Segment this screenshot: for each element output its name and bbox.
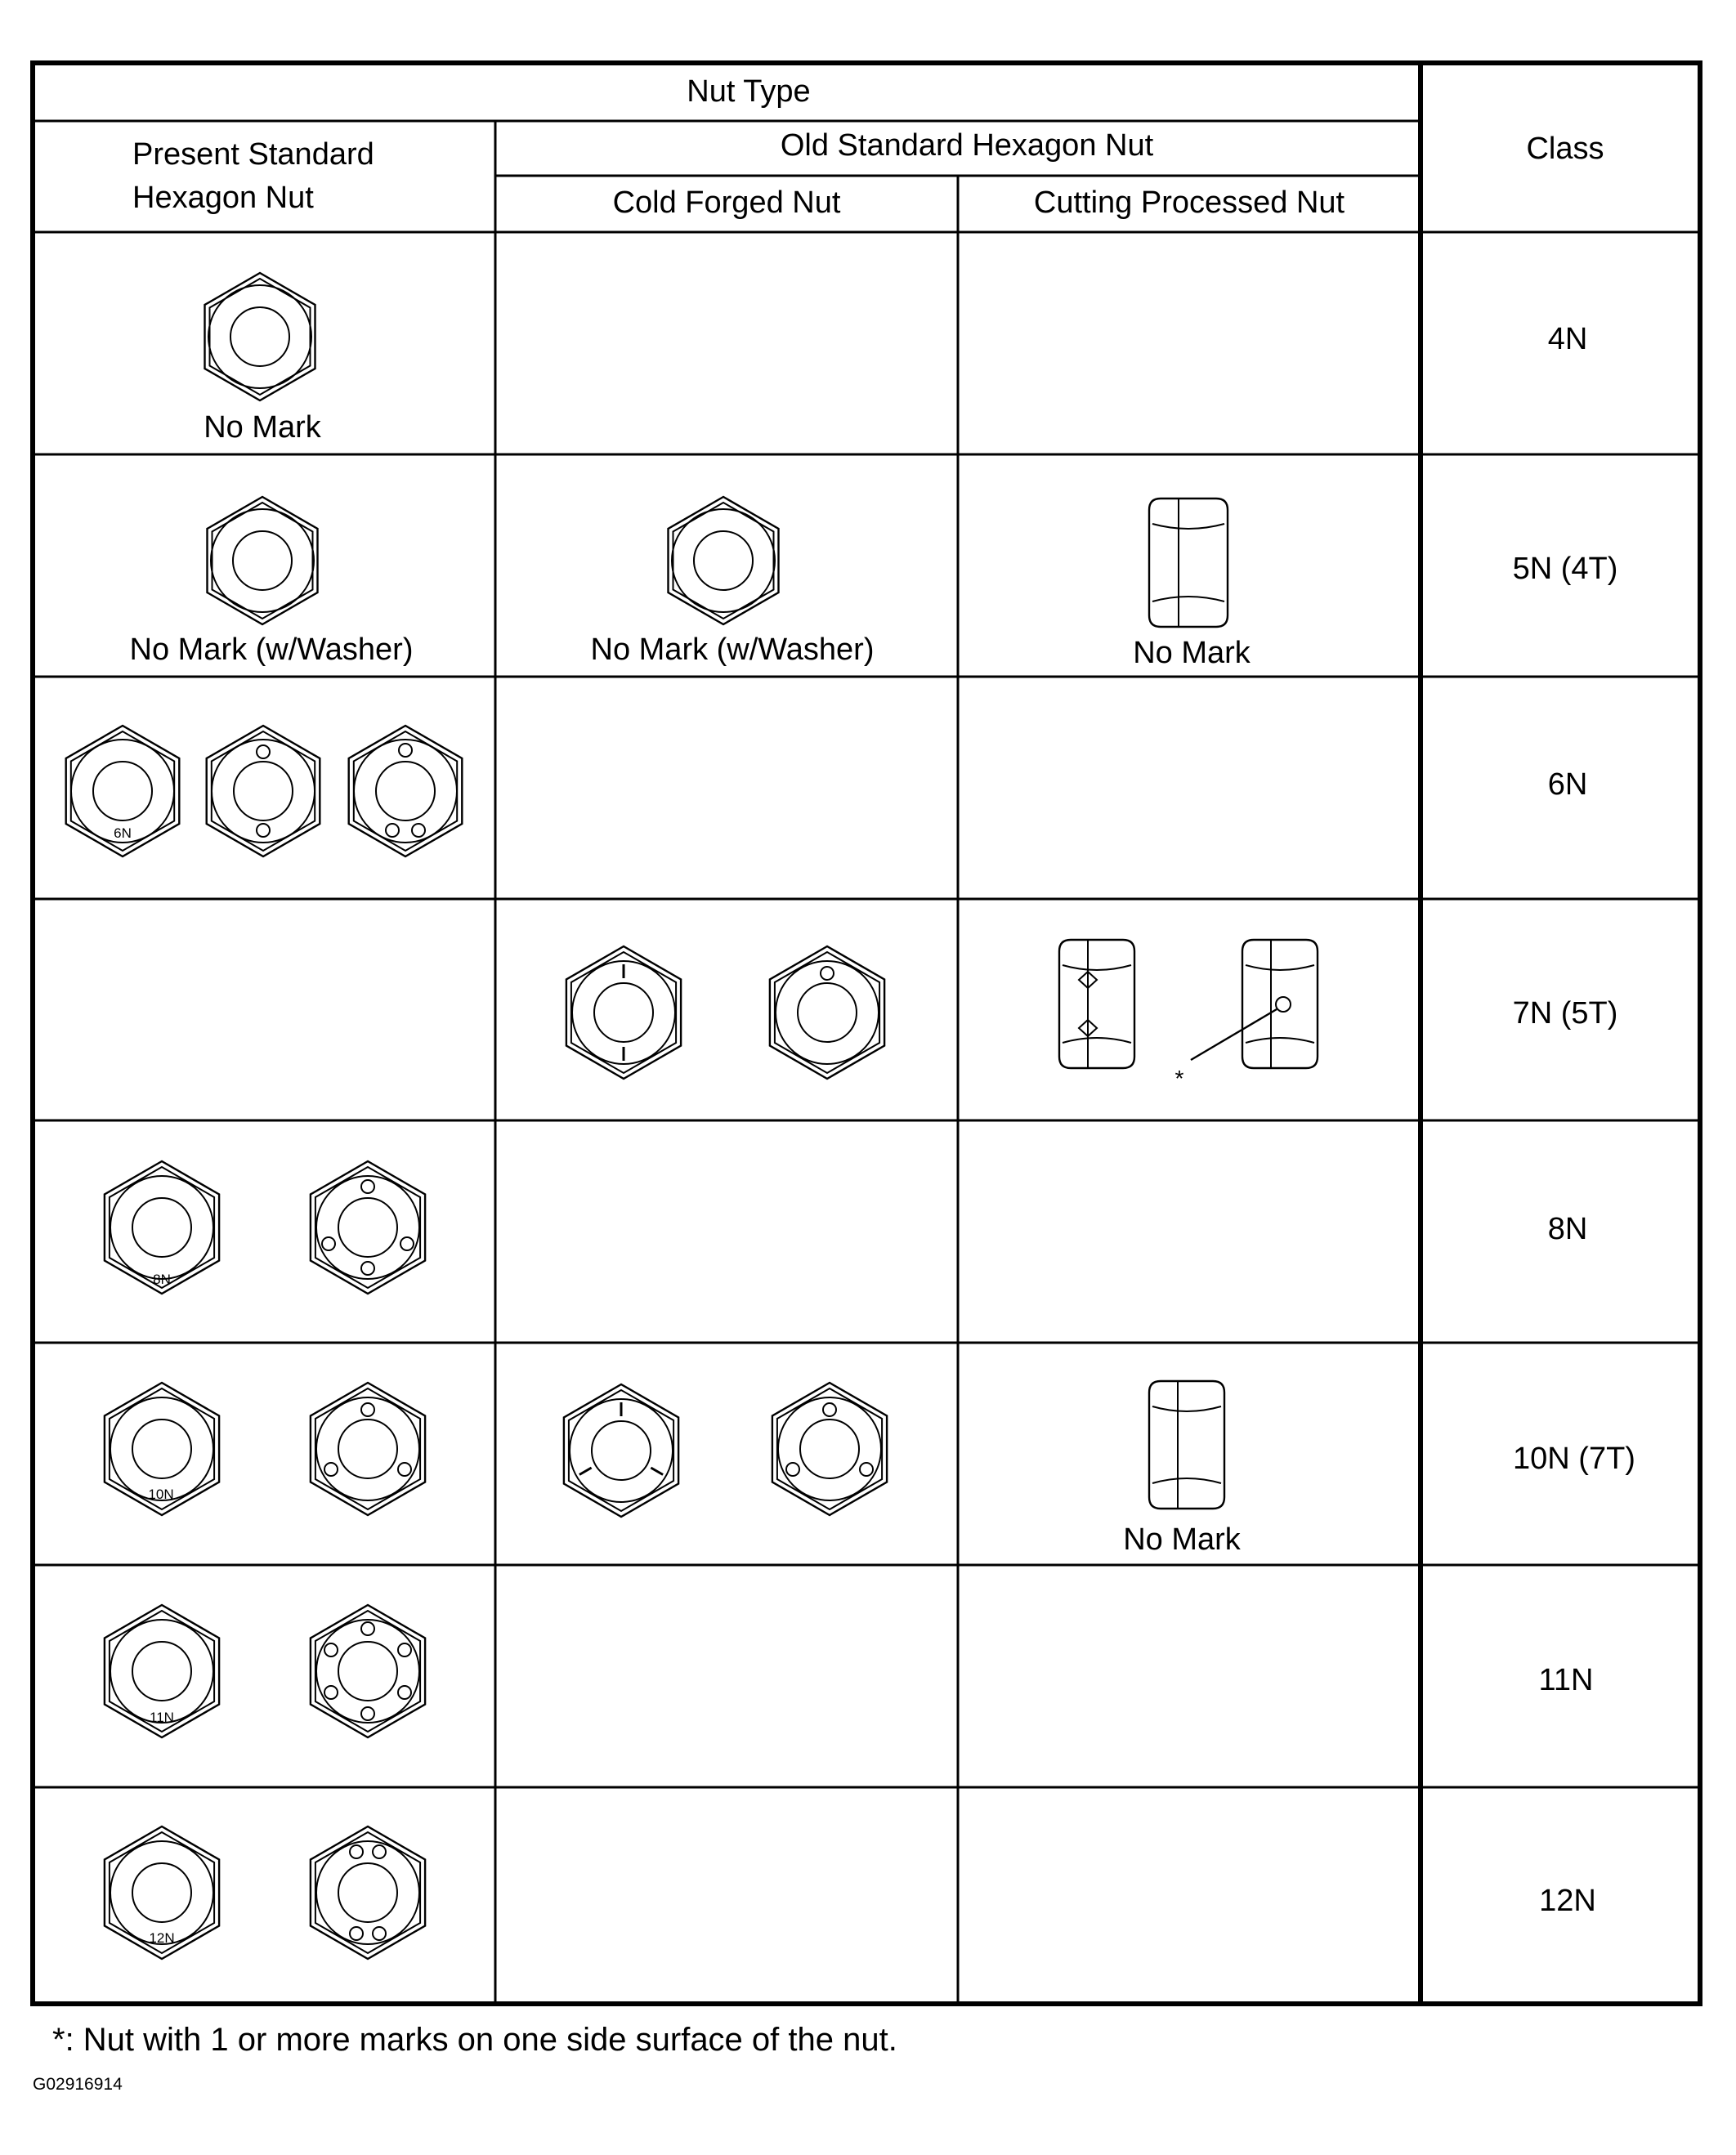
nut-face-label: 10N <box>148 1487 174 1502</box>
class-label: 5N (4T) <box>1512 552 1618 586</box>
figure-code: G02916914 <box>33 2075 123 2094</box>
class-label: 7N (5T) <box>1512 996 1618 1031</box>
nut-drawings <box>66 273 1318 1959</box>
side-view-nut-icon <box>1059 940 1134 1068</box>
nut-type-header: Nut Type <box>687 74 811 109</box>
cold-forged-header: Cold Forged Nut <box>612 186 841 220</box>
nut-face-label: 6N <box>114 825 132 841</box>
hex-nut-icon <box>770 946 884 1079</box>
nut-caption: No Mark <box>1133 636 1251 670</box>
nut-face-label: 12N <box>149 1930 175 1946</box>
hex-nut-icon <box>311 1605 425 1737</box>
nut-caption: No Mark <box>1123 1522 1241 1557</box>
hex-nut-icon <box>566 946 681 1079</box>
hex-nut-icon <box>311 1161 425 1294</box>
class-label: 8N <box>1547 1212 1588 1246</box>
hex-nut-icon <box>772 1383 887 1515</box>
side-view-nut-icon <box>1191 940 1318 1068</box>
hex-nut-icon <box>311 1826 425 1959</box>
class-label: 6N <box>1547 767 1588 802</box>
side-view-nut-icon <box>1149 499 1228 627</box>
class-header: Class <box>1526 132 1604 166</box>
hex-nut-icon <box>669 497 779 624</box>
hex-nut-icon <box>311 1383 425 1515</box>
hex-nut-icon <box>564 1384 678 1517</box>
nut-caption: No Mark (w/Washer) <box>129 633 414 667</box>
footnote: *: Nut with 1 or more marks on one side surface of the nut. <box>52 2022 897 2058</box>
hex-nut-icon <box>205 273 315 400</box>
old-standard-header: Old Standard Hexagon Nut <box>780 128 1154 163</box>
present-standard-header-line1: Present Standard <box>132 137 374 172</box>
hex-nut-icon <box>208 497 318 624</box>
cutting-processed-header: Cutting Processed Nut <box>1033 186 1345 220</box>
hex-nut-icon <box>349 726 463 856</box>
class-label: 4N <box>1547 322 1588 356</box>
nut-caption: No Mark (w/Washer) <box>590 633 875 667</box>
asterisk-marker: * <box>1174 1066 1184 1091</box>
class-label: 12N <box>1539 1884 1596 1918</box>
nut-face-label: 11N <box>150 1710 174 1725</box>
nut-caption: No Mark <box>204 410 321 445</box>
class-label: 10N (7T) <box>1513 1442 1635 1476</box>
nut-face-label: 8N <box>153 1272 171 1287</box>
side-view-nut-icon <box>1149 1381 1224 1509</box>
class-label: 11N <box>1538 1663 1594 1697</box>
present-standard-header-line2: Hexagon Nut <box>132 181 314 215</box>
hex-nut-icon <box>207 726 320 856</box>
